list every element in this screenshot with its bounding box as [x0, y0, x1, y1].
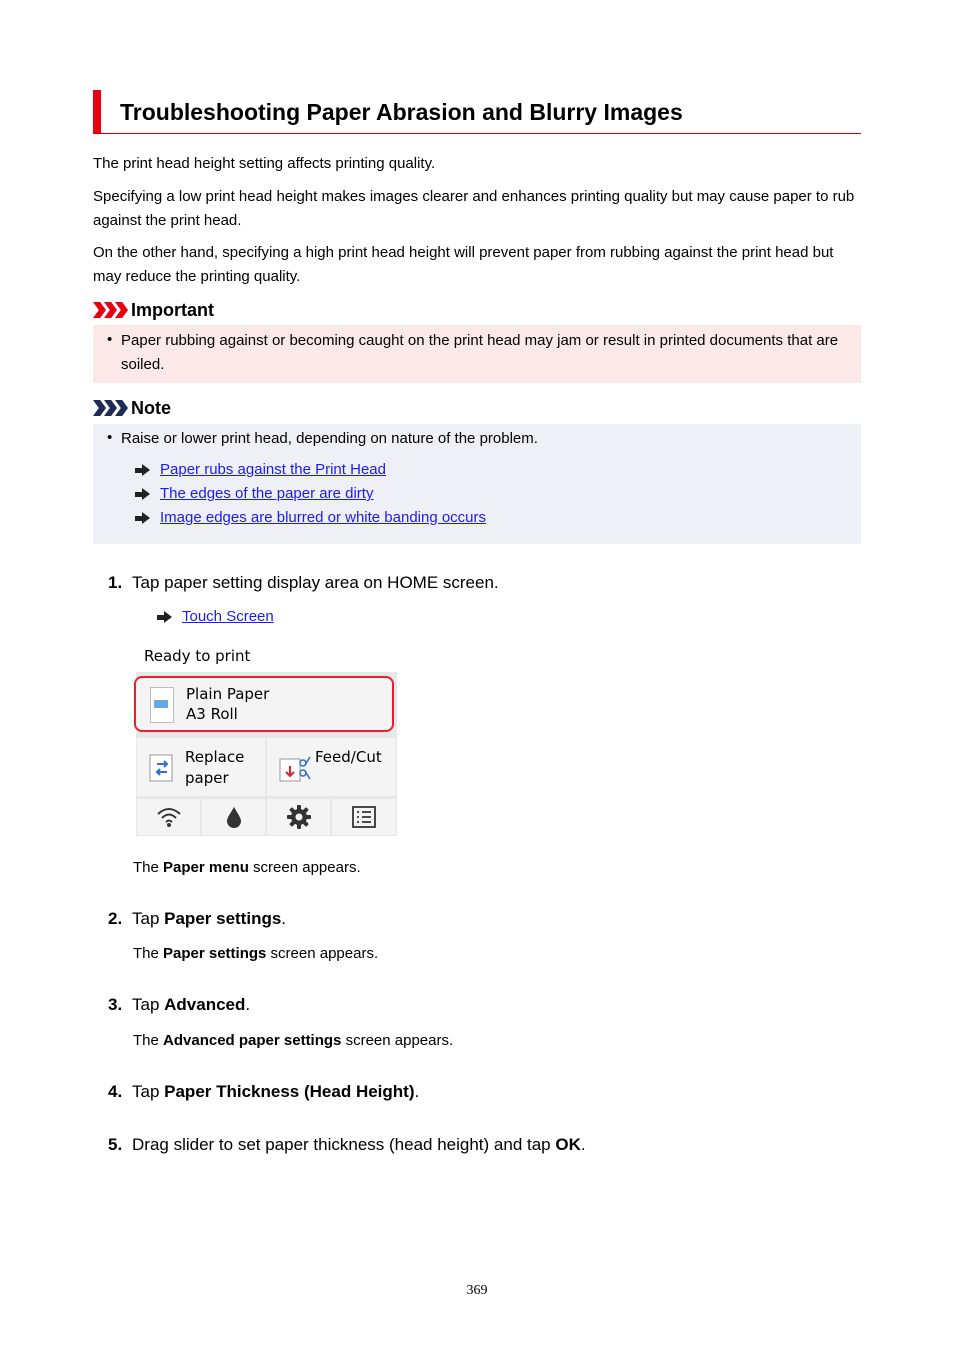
ink-drop-icon: [226, 806, 242, 828]
note-chevrons-icon: [93, 400, 126, 416]
screen-status-text: Ready to print: [144, 647, 251, 665]
wifi-button[interactable]: [137, 799, 200, 835]
step-number: 4.: [108, 1082, 123, 1101]
touch-screen-link-row: [157, 608, 274, 625]
paper-setting-display-area[interactable]: [134, 676, 394, 732]
link-arrow-icon: [135, 488, 151, 500]
step-1-result: The Paper menu screen appears.: [133, 859, 361, 876]
intro-paragraph: Specifying a low print head height makes images clearer and enhances printing quality but may cause paper to rub against the print head.: [93, 188, 855, 229]
step-number: 5.: [108, 1135, 123, 1154]
step-text: Tap Paper settings.: [132, 909, 287, 928]
step-number: 2.: [108, 909, 123, 928]
note-link-row: [135, 461, 386, 478]
step-text: Tap Paper Thickness (Head Height).: [132, 1082, 420, 1101]
bullet-icon: •: [107, 331, 113, 348]
settings-button[interactable]: [267, 799, 330, 835]
important-box: [93, 325, 861, 383]
note-item: Raise or lower print head, depending on nature of the problem.: [121, 430, 538, 447]
gear-icon: [287, 805, 311, 829]
replace-paper-tile[interactable]: [137, 738, 265, 796]
note-box: [93, 424, 861, 544]
note-link-row: [135, 485, 373, 502]
ink-button[interactable]: [202, 799, 265, 835]
step-text: Tap Advanced.: [132, 995, 251, 1014]
replace-paper-icon: [149, 754, 175, 782]
paper-info: [186, 684, 269, 724]
note-heading: [93, 397, 171, 419]
title-accent-bar: [93, 90, 101, 133]
step-5: [108, 1135, 586, 1155]
important-item: Paper rubbing against or becoming caught on the print head may jam or result in printed documents that are soiled.: [121, 332, 839, 373]
link-arrow-icon: [135, 512, 151, 524]
step-3-result: The Advanced paper settings screen appears.: [133, 1032, 454, 1049]
note-label: Note: [131, 397, 171, 418]
page-number: 369: [466, 1283, 488, 1298]
note-link-row: [135, 509, 486, 526]
paper-icon: [150, 687, 174, 723]
page-title: Troubleshooting Paper Abrasion and Blurry Images: [120, 99, 683, 125]
step-2: [108, 909, 286, 929]
list-menu-icon: [352, 806, 376, 828]
replace-paper-label: Replace paper: [185, 748, 245, 787]
step-text: Tap paper setting display area on HOME screen.: [132, 573, 499, 592]
bullet-icon: •: [107, 429, 113, 446]
intro-paragraph: On the other hand, specifying a high print head height will prevent paper from rubbing against the print head but may reduce the printing quality.: [93, 244, 834, 285]
step-4: [108, 1082, 419, 1102]
link-image-edges-blurred[interactable]: Image edges are blurred or white banding occurs: [160, 509, 487, 526]
step-3: [108, 995, 250, 1015]
wifi-icon: [156, 806, 182, 828]
step-text: Drag slider to set paper thickness (head height) and tap OK.: [132, 1135, 586, 1154]
link-touch-screen[interactable]: Touch Screen: [182, 608, 274, 625]
paper-type: Plain Paper: [186, 685, 270, 703]
link-paper-rubs[interactable]: Paper rubs against the Print Head: [160, 461, 386, 478]
link-arrow-icon: [157, 611, 173, 623]
step-1: [108, 573, 499, 593]
step-number: 1.: [108, 573, 123, 592]
step-number: 3.: [108, 995, 123, 1014]
intro-paragraph: The print head height setting affects printing quality.: [93, 155, 436, 172]
important-heading: [93, 299, 214, 321]
link-arrow-icon: [135, 464, 151, 476]
important-label: Important: [131, 299, 214, 320]
feed-cut-icon: [279, 754, 311, 782]
feed-cut-tile[interactable]: [267, 738, 396, 796]
title-heading-block: [93, 90, 861, 134]
step-2-result: The Paper settings screen appears.: [133, 945, 379, 962]
link-edges-dirty[interactable]: The edges of the paper are dirty: [160, 485, 374, 502]
feed-cut-label: Feed/Cut: [315, 748, 382, 766]
important-chevrons-icon: [93, 302, 126, 318]
paper-source: A3 Roll: [186, 705, 238, 723]
menu-list-button[interactable]: [332, 799, 396, 835]
